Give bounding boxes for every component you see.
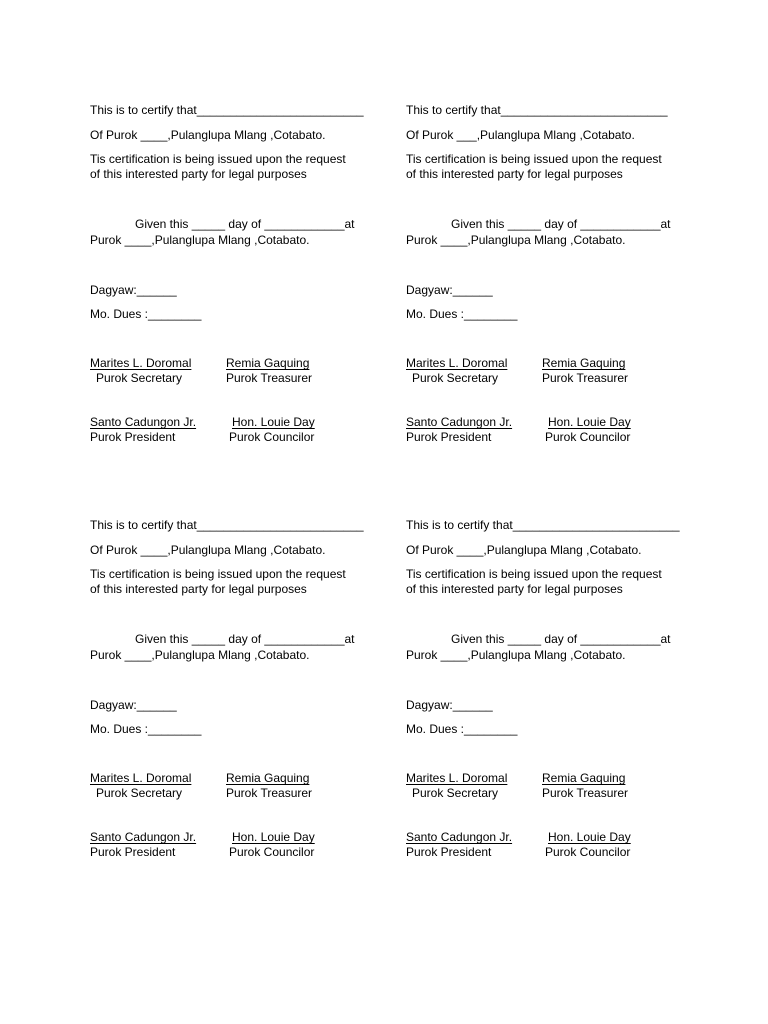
councilor-title: Purok Councilor: [229, 845, 315, 859]
request-line-2: of this interested party for legal purposes: [90, 582, 307, 596]
secretary-title: Purok Secretary: [96, 786, 183, 800]
secretary-title: Purok Secretary: [412, 786, 499, 800]
treasurer-title: Purok Treasurer: [542, 786, 629, 800]
request-line-1: Tis certification is being issued upon the request: [90, 567, 346, 581]
certify-line: This is to certify that_________________________: [90, 103, 364, 117]
councilor-name: Hon. Louie Day: [548, 830, 631, 844]
dues-field: Mo. Dues :________: [90, 722, 202, 736]
councilor-title: Purok Councilor: [229, 430, 315, 444]
president-name: Santo Cadungon Jr.: [90, 830, 197, 844]
president-title: Purok President: [90, 430, 176, 444]
given-line: Given this _____ day of ____________at: [135, 217, 355, 231]
president-title: Purok President: [406, 845, 492, 859]
given-purok-line: Purok ____,Pulanglupa Mlang ,Cotabato.: [90, 648, 310, 662]
secretary-title: Purok Secretary: [96, 371, 183, 385]
certification-form-top-right: [406, 103, 706, 463]
request-line-2: of this interested party for legal purposes: [406, 582, 623, 596]
treasurer-title: Purok Treasurer: [226, 371, 313, 385]
certification-form-bottom-left: [90, 518, 390, 878]
dagyaw-field: Dagyaw:______: [90, 283, 177, 297]
councilor-name: Hon. Louie Day: [232, 415, 315, 429]
dues-field: Mo. Dues :________: [406, 722, 518, 736]
secretary-name: Marites L. Doromal: [406, 771, 508, 785]
treasurer-name: Remia Gaquing: [542, 356, 626, 370]
president-title: Purok President: [90, 845, 176, 859]
treasurer-name: Remia Gaquing: [226, 771, 310, 785]
secretary-name: Marites L. Doromal: [90, 771, 192, 785]
councilor-name: Hon. Louie Day: [548, 415, 631, 429]
president-name: Santo Cadungon Jr.: [406, 415, 513, 429]
certification-form-top-left: [90, 103, 390, 463]
request-line-1: Tis certification is being issued upon the request: [406, 567, 662, 581]
dues-field: Mo. Dues :________: [90, 307, 202, 321]
certification-form-bottom-right: [406, 518, 706, 878]
given-purok-line: Purok ____,Pulanglupa Mlang ,Cotabato.: [90, 233, 310, 247]
treasurer-name: Remia Gaquing: [226, 356, 310, 370]
president-name: Santo Cadungon Jr.: [90, 415, 197, 429]
secretary-name: Marites L. Doromal: [406, 356, 508, 370]
purok-line: Of Purok ____,Pulanglupa Mlang ,Cotabato.: [90, 128, 326, 142]
given-purok-line: Purok ____,Pulanglupa Mlang ,Cotabato.: [406, 648, 626, 662]
certify-line: This is to certify that_________________________: [406, 518, 680, 532]
request-line-2: of this interested party for legal purposes: [90, 167, 307, 181]
councilor-name: Hon. Louie Day: [232, 830, 315, 844]
secretary-name: Marites L. Doromal: [90, 356, 192, 370]
certify-line: This is to certify that_________________________: [90, 518, 364, 532]
purok-line: Of Purok ___,Pulanglupa Mlang ,Cotabato.: [406, 128, 635, 142]
president-title: Purok President: [406, 430, 492, 444]
request-line-1: Tis certification is being issued upon the request: [90, 152, 346, 166]
request-line-1: Tis certification is being issued upon the request: [406, 152, 662, 166]
dues-field: Mo. Dues :________: [406, 307, 518, 321]
given-line: Given this _____ day of ____________at: [135, 632, 355, 646]
dagyaw-field: Dagyaw:______: [406, 283, 493, 297]
given-line: Given this _____ day of ____________at: [451, 632, 671, 646]
given-purok-line: Purok ____,Pulanglupa Mlang ,Cotabato.: [406, 233, 626, 247]
certify-line: This to certify that_________________________: [406, 103, 668, 117]
purok-line: Of Purok ____,Pulanglupa Mlang ,Cotabato.: [90, 543, 326, 557]
councilor-title: Purok Councilor: [545, 430, 631, 444]
president-name: Santo Cadungon Jr.: [406, 830, 513, 844]
secretary-title: Purok Secretary: [412, 371, 499, 385]
given-line: Given this _____ day of ____________at: [451, 217, 671, 231]
treasurer-title: Purok Treasurer: [226, 786, 313, 800]
treasurer-title: Purok Treasurer: [542, 371, 629, 385]
treasurer-name: Remia Gaquing: [542, 771, 626, 785]
councilor-title: Purok Councilor: [545, 845, 631, 859]
request-line-2: of this interested party for legal purposes: [406, 167, 623, 181]
purok-line: Of Purok ____,Pulanglupa Mlang ,Cotabato.: [406, 543, 642, 557]
dagyaw-field: Dagyaw:______: [90, 698, 177, 712]
dagyaw-field: Dagyaw:______: [406, 698, 493, 712]
